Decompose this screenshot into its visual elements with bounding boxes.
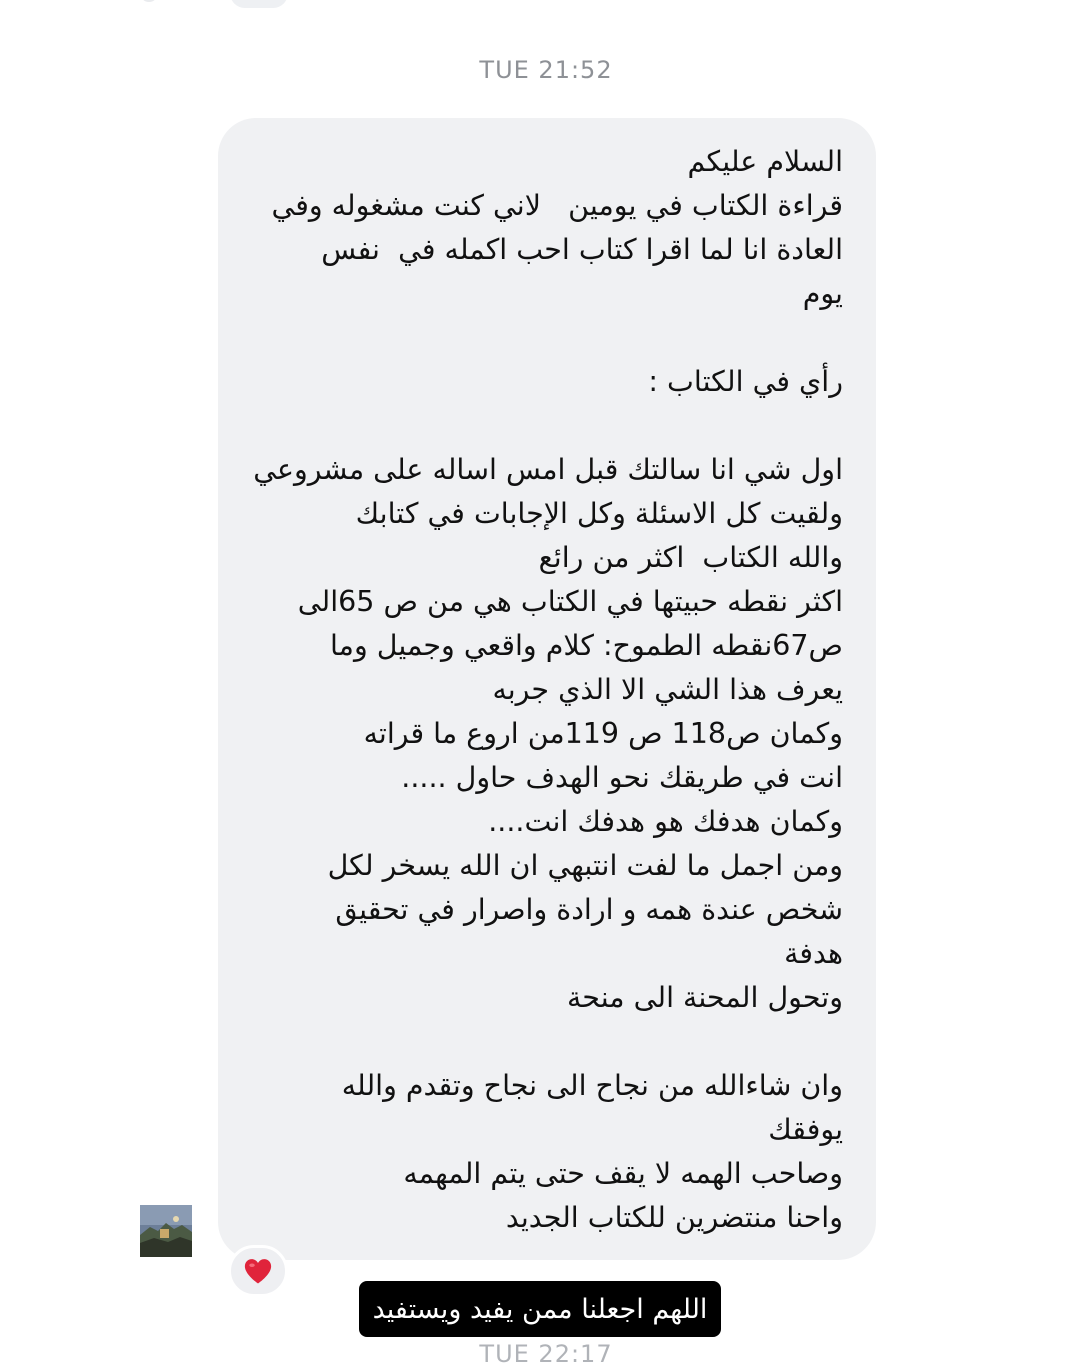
message-bubble[interactable]: [218, 118, 876, 1260]
message-line: رأي في الكتاب :: [648, 365, 843, 398]
message-line: وكمان ص118 ص 119من اروع ما قراته: [363, 717, 843, 750]
message-line: [243, 316, 843, 360]
message-reaction[interactable]: [228, 1245, 288, 1297]
story-caption: اللهم اجعلنا ممن يفيد ويستفيد: [359, 1281, 721, 1337]
previous-avatar-partial: [140, 0, 158, 2]
message-line: ص67نقطه الطموح: كلام واقعي وجميل وما: [330, 629, 843, 662]
message-line: وتحول المحنة الى منحة: [567, 981, 843, 1014]
message-line: شخص عندة همه و ارادة واصرار في تحقيق: [335, 893, 843, 926]
next-timestamp-partial: TUE 22:17: [479, 1340, 613, 1368]
message-line: اول شي انا سالتك قبل امس اساله على مشروعي: [253, 453, 843, 486]
message-line: انت في طريقك نحو الهدف حاول .....: [401, 761, 843, 794]
message-line: وكمان هدفك هو هدفك انت....: [488, 805, 843, 838]
message-line: ومن اجمل ما لفت انتبهي ان الله يسخر لكل: [327, 849, 843, 882]
message-line: ولقيت كل الاسئلة وكل الإجابات في كتابك: [355, 497, 843, 530]
message-line: يوفقك: [768, 1113, 843, 1146]
message-line: [243, 1020, 843, 1064]
message-line: اكثر نقطه حبيتها في الكتاب هي من ص 65الى: [297, 585, 843, 618]
sender-avatar[interactable]: [140, 1205, 192, 1257]
message-line: [243, 404, 843, 448]
message-line: السلام عليكم: [687, 145, 843, 178]
message-line: وان شاءالله من نجاح الى نجاح وتقدم والله: [341, 1069, 843, 1102]
message-line: والله الكتاب اكثر من رائع: [538, 541, 843, 574]
message-text: [243, 140, 843, 1240]
profile-photo-icon: [140, 1205, 192, 1257]
previous-reaction-partial: [230, 0, 288, 8]
message-line: هدفة: [784, 937, 843, 970]
message-line: يوم: [802, 277, 843, 310]
message-timestamp: TUE 21:52: [479, 56, 613, 84]
message-line: العادة انا لما اقرا كتاب احب اكمله في نفس: [321, 233, 843, 266]
heart-icon: [243, 1257, 273, 1285]
message-line: واحنا منتضرين للكتاب الجديد: [505, 1201, 843, 1234]
message-line: قراءة الكتاب في يومين لاني كنت مشغوله وفي: [271, 189, 843, 222]
message-line: يعرف هذا الشي الا الذي جربه: [492, 673, 843, 706]
message-line: وصاحب الهمه لا يقف حتى يتم المهمه: [403, 1157, 843, 1190]
